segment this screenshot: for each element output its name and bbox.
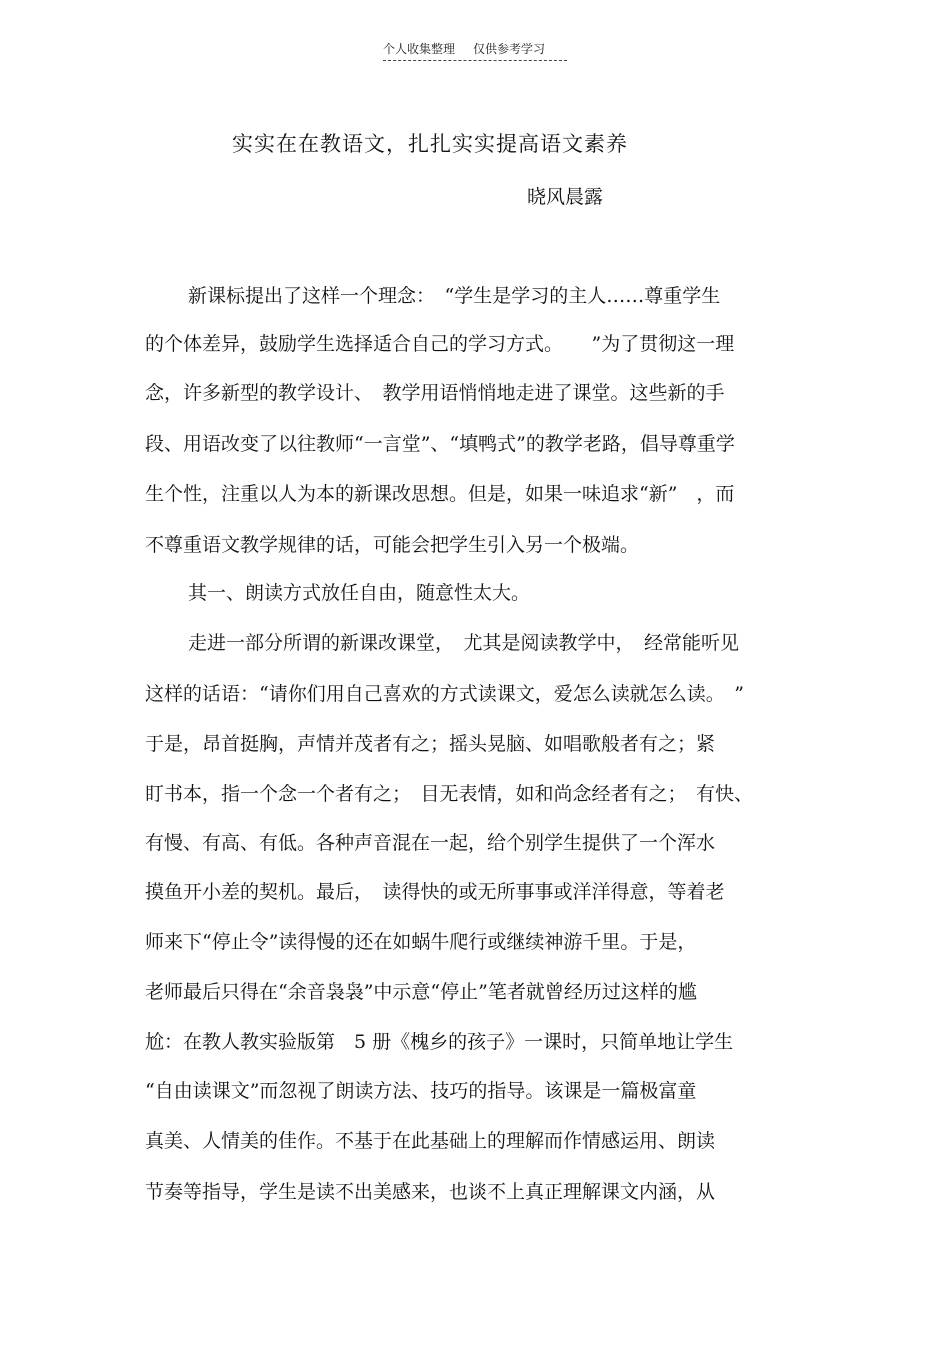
- body-line: 节奏等指导，学生是读不出美感来，也谈不上真正理解课文内涵，从: [145, 1181, 716, 1203]
- body-line: 念，许多新型的教学设计、 教学用语悄悄地走进了课堂。这些新的手: [145, 382, 725, 404]
- body-line: 的个体差异，鼓励学生选择适合自己的学习方式。 ”为了贯彻这一理: [145, 333, 735, 355]
- document-title: 实实在在教语文，扎扎实实提高语文素养: [232, 132, 628, 156]
- body-line: 这样的话语：“请你们用自己喜欢的方式读课文，爱怎么读就怎么读。 ”: [145, 683, 744, 705]
- body-line: 新课标提出了这样一个理念： “学生是学习的主人……尊重学生: [188, 285, 721, 307]
- body-line: 不尊重语文教学规律的话，可能会把学生引入另一个极端。: [145, 534, 640, 556]
- body-line: 师来下“停止令”读得慢的还在如蜗牛爬行或继续神游千里。于是，: [145, 931, 697, 953]
- body-line: 尬：在教人教实验版第 5 册《槐乡的孩子》一课时，只简单地让学生: [145, 1031, 734, 1053]
- body-line: 真美、人情美的佳作。不基于在此基础上的理解而作情感运用、朗读: [145, 1130, 716, 1152]
- body-line: 走进一部分所谓的新课改课堂， 尤其是阅读教学中， 经常能听见: [188, 632, 740, 654]
- page-header: [383, 40, 567, 61]
- header-right-text: 仅供参考学习: [473, 42, 546, 56]
- document-author: 晓风晨露: [527, 186, 604, 208]
- body-line: 其一、朗读方式放任自由，随意性太大。: [188, 582, 531, 604]
- body-line: 摸鱼开小差的契机。最后， 读得快的或无所事事或洋洋得意，等着老: [145, 881, 725, 903]
- body-line: 盯书本，指一个念一个者有之； 目无表情，如和尚念经者有之； 有快、: [145, 783, 754, 805]
- header-left-text: 个人收集整理: [383, 42, 456, 56]
- body-line: 老师最后只得在“余音袅袅”中示意“停止”笔者就曾经历过这样的尴: [145, 981, 697, 1003]
- body-line: 有慢、有高、有低。各种声音混在一起，给个别学生提供了一个浑水: [145, 832, 716, 854]
- body-line: 于是，昂首挺胸，声情并茂者有之；摇头晃脑、如唱歌般者有之；紧: [145, 733, 716, 755]
- body-line: 段、用语改变了以往教师“一言堂”、“填鸭式”的教学老路，倡导尊重学: [145, 433, 735, 455]
- body-line: 生个性，注重以人为本的新课改思想。但是，如果一味追求“新” ，而: [145, 483, 735, 505]
- body-line: “自由读课文”而忽视了朗读方法、技巧的指导。该课是一篇极富童: [145, 1080, 697, 1102]
